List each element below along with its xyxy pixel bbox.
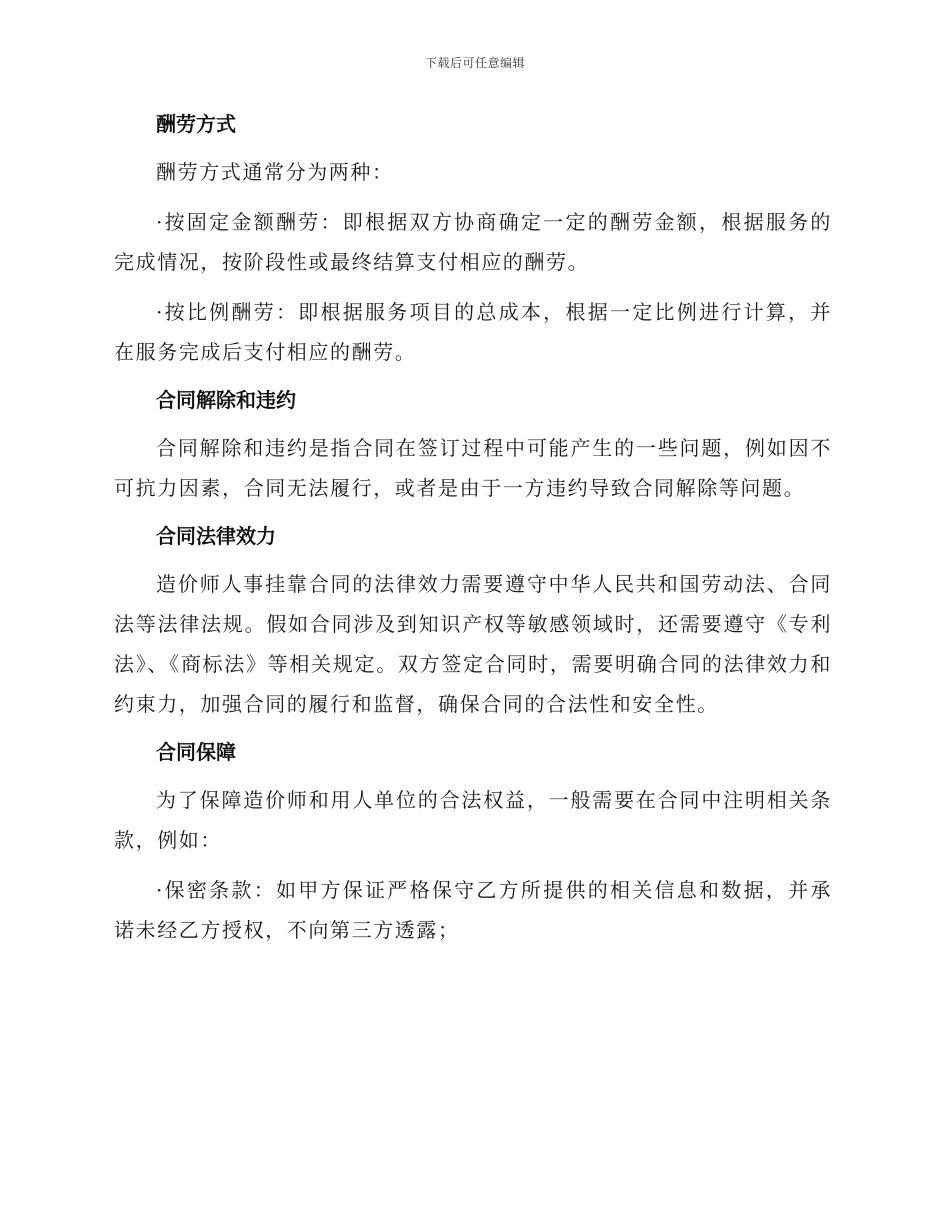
section-heading: 合同法律效力 [156, 524, 276, 548]
page-header: 下载后可任意编辑 [424, 56, 525, 70]
paragraph: 造价师人事挂靠合同的法律效力需要遵守中华人民共和国劳动法、合同法等法律法规。假如合同涉及到知识产权等敏感领域时，还需要遵守《专利法》、《商标法》等相关规定。双方签定合同时，需要明确合同的法律效力和约束力，加强合同的履行和监督，确保合同的合法性和安全性。 [114, 572, 832, 716]
section-heading: 合同保障 [156, 740, 236, 764]
section-remuneration [114, 106, 832, 372]
section-legal-effect [114, 518, 832, 724]
section-heading: 酬劳方式 [156, 112, 236, 136]
bullet-paragraph: ·按比例酬劳：即根据服务项目的总成本，根据一定比例进行计算，并在服务完成后支付相应的酬劳。 [114, 300, 832, 364]
section-termination-breach [114, 382, 832, 508]
paragraph: 为了保障造价师和用人单位的合法权益，一般需要在合同中注明相关条款，例如： [114, 788, 832, 852]
section-contract-guarantee [114, 734, 832, 950]
bullet-paragraph: ·按固定金额酬劳：即根据双方协商确定一定的酬劳金额，根据服务的完成情况，按阶段性或最终结算支付相应的酬劳。 [114, 210, 832, 274]
section-heading: 合同解除和违约 [156, 388, 296, 412]
document-body [114, 106, 832, 960]
bullet-paragraph: ·保密条款：如甲方保证严格保守乙方所提供的相关信息和数据，并承诺未经乙方授权，不向第三方透露； [114, 878, 832, 942]
paragraph: 酬劳方式通常分为两种： [156, 160, 394, 184]
paragraph: 合同解除和违约是指合同在签订过程中可能产生的一些问题，例如因不可抗力因素，合同无法履行，或者是由于一方违约导致合同解除等问题。 [114, 436, 832, 500]
